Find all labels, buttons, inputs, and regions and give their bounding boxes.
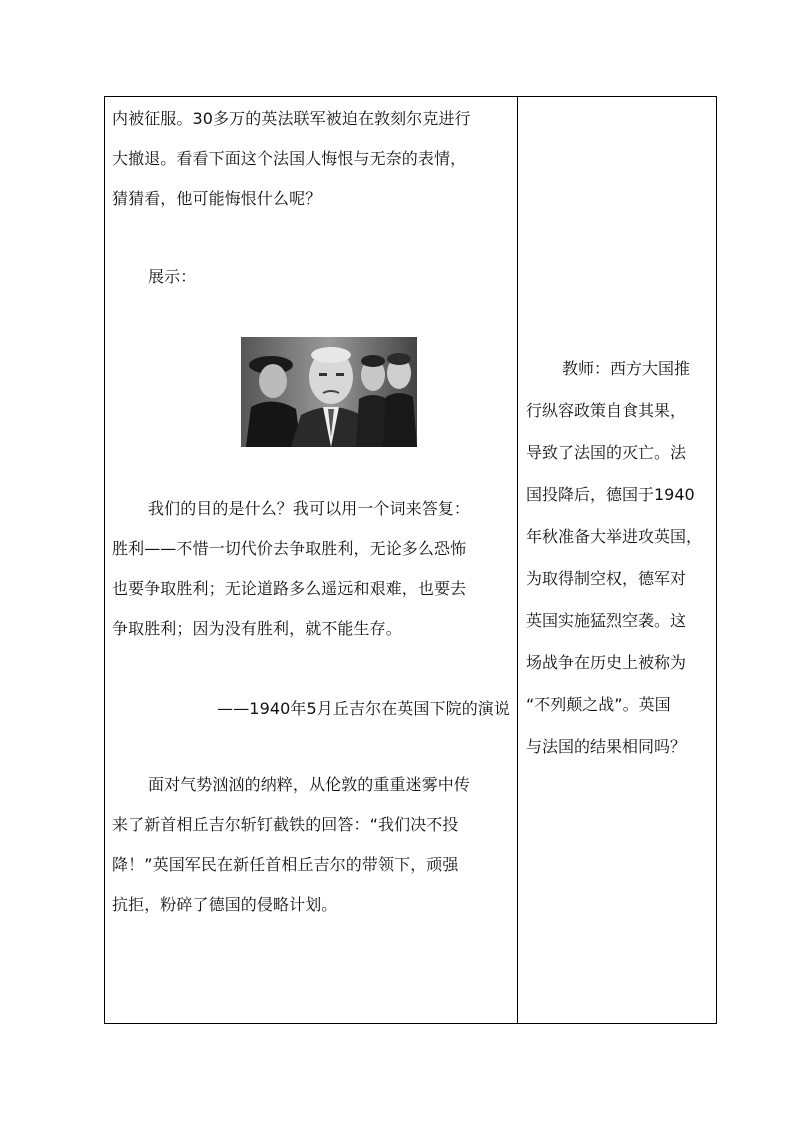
quote-line-2: 胜利——不惜一切代价去争取胜利，无论多么恐怖 [112, 539, 467, 558]
show-label: 展示： [148, 267, 197, 286]
french-man-photo [241, 337, 417, 447]
teacher-note-line-2: 行纵容政策自食其果， [526, 401, 687, 420]
teacher-note-line-6: 为取得制空权，德军对 [526, 569, 687, 588]
para2-line-4: 抗拒，粉碎了德国的侵略计划。 [112, 895, 338, 914]
teacher-note-line-5: 年秋准备大举进攻英国， [526, 527, 703, 546]
teacher-note-line-4: 国投降后，德国于1940 [526, 485, 695, 504]
notes-column [518, 97, 717, 1023]
teacher-note-line-1: 教师：西方大国推 [562, 359, 691, 378]
photo-image [241, 337, 417, 447]
teacher-note-line-3: 导致了法国的灭亡。法 [526, 443, 687, 462]
para2-line-1: 面对气势汹汹的纳粹，从伦敦的重重迷雾中传 [148, 775, 471, 794]
quote-attribution: ——1940年5月丘吉尔在英国下院的演说 [217, 699, 510, 718]
content-column [105, 97, 518, 1023]
para1-line-1: 内被征服。30多万的英法联军被迫在敦刻尔克进行 [112, 109, 471, 128]
para1-line-3: 猜猜看，他可能悔恨什么呢？ [112, 189, 322, 208]
teacher-note-line-7: 英国实施猛烈空袭。这 [526, 611, 687, 630]
teacher-note-line-9: “不列颠之战”。英国 [526, 695, 671, 714]
quote-line-3: 也要争取胜利；无论道路多么遥远和艰难，也要去 [112, 579, 467, 598]
lesson-table [104, 96, 717, 1024]
quote-line-1: 我们的目的是什么？我可以用一个词来答复： [148, 499, 471, 518]
para2-line-3: 降！”英国军民在新任首相丘吉尔的带领下，顽强 [112, 855, 459, 874]
para1-line-2: 大撤退。看看下面这个法国人悔恨与无奈的表情， [112, 149, 467, 168]
para2-line-2: 来了新首相丘吉尔斩钉截铁的回答：“我们决不投 [112, 815, 459, 834]
teacher-note-line-10: 与法国的结果相同吗？ [526, 737, 687, 756]
teacher-note-line-8: 场战争在历史上被称为 [526, 653, 687, 672]
quote-line-4: 争取胜利；因为没有胜利，就不能生存。 [112, 619, 402, 638]
